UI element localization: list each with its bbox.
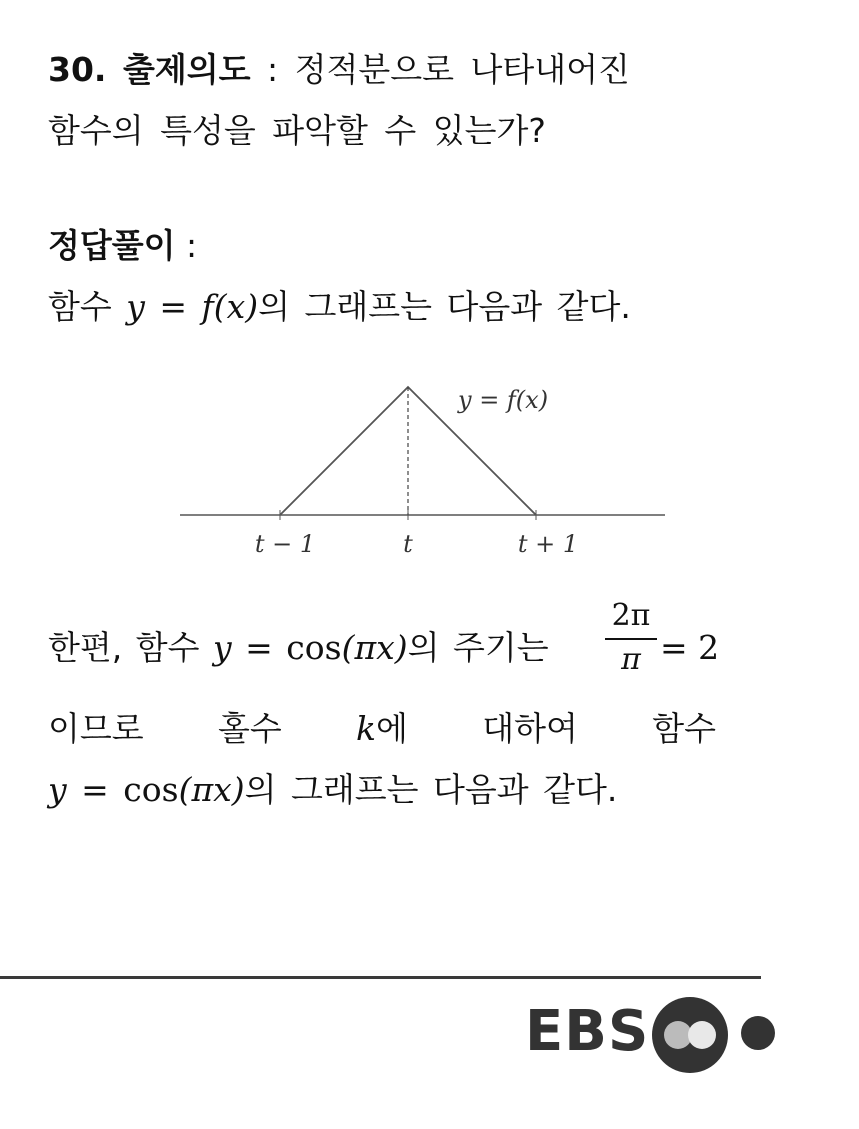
p3-word-5: 함수 [652, 709, 716, 748]
solution-label: 정답풀이 [48, 226, 176, 265]
curve-label: y = f(x) [458, 386, 549, 414]
p2-suffix: 의 주기는 [407, 628, 549, 667]
tick-label-t: t [403, 530, 413, 558]
p3-word-3: 에 [376, 709, 408, 748]
period-fraction [605, 598, 657, 678]
solution-heading [48, 226, 197, 266]
solution-paragraph-1 [48, 287, 631, 327]
p4-suffix: 의 그래프는 다음과 같다. [244, 770, 618, 809]
p3-k: k [356, 709, 377, 748]
fraction-denominator: π [621, 642, 641, 677]
p2-prefix: 한편, 함수 [48, 628, 200, 667]
p1-suffix: 의 그래프는 다음과 같다. [258, 287, 631, 326]
p1-math: y = f(x) [126, 287, 259, 326]
p4-math-y: y = [48, 770, 124, 809]
tick-label-t-plus-1: t + 1 [517, 530, 579, 558]
ebs-logo-icon [648, 993, 780, 1077]
period-equals: = 2 [660, 628, 720, 667]
p3-k-group [356, 709, 408, 749]
p2-math-cos: cos [286, 628, 342, 667]
footer-divider [0, 976, 761, 979]
solution-paragraph-4 [48, 770, 617, 810]
p4-math-arg: (πx) [178, 770, 245, 809]
intent-line-2: 함수의 특성을 파악할 수 있는가? [48, 111, 546, 150]
intent-colon: : [266, 50, 279, 89]
p3-word-2: 홀수 [217, 709, 282, 748]
intent-label: 출제의도 [122, 50, 251, 89]
p4-math-cos: cos [123, 770, 179, 809]
p3-word-1: 이므로 [48, 709, 144, 748]
tick-label-t-minus-1: t − 1 [254, 530, 316, 558]
solution-colon: : [186, 226, 198, 265]
intent-line-1 [48, 50, 630, 90]
solution-paragraph-2 [48, 628, 549, 668]
ebs-logo-text: EBS [525, 999, 650, 1064]
p2-math-y: y = [213, 628, 287, 667]
p1-prefix: 함수 [48, 287, 112, 326]
intent-text-1: 정적분으로 나타내어진 [294, 50, 630, 89]
fraction-numerator: 2π [605, 598, 657, 640]
problem-number: 30. [48, 50, 107, 89]
p2-math-arg: (πx) [341, 628, 408, 667]
function-graph [170, 370, 670, 570]
solution-paragraph-3 [48, 709, 716, 749]
p3-word-4: 대하여 [482, 709, 578, 748]
